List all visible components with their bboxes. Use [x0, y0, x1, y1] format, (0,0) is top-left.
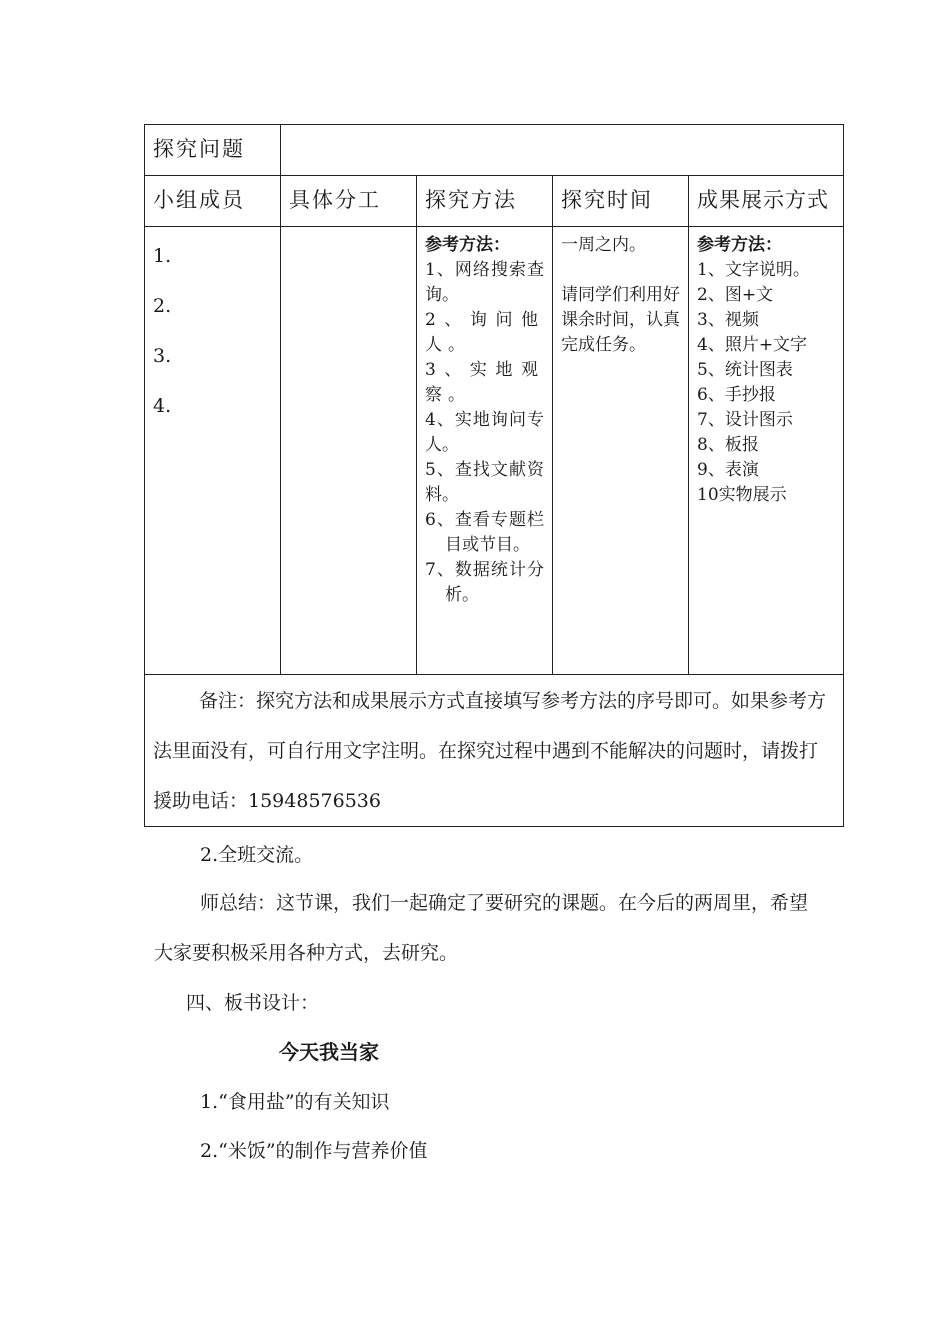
title-label-cell [145, 125, 281, 176]
result-item: 3、视频 [697, 310, 759, 330]
inquiry-table [144, 124, 844, 827]
board-title: 今天我当家 [279, 1040, 379, 1064]
result-item: 5、统计图表 [697, 360, 793, 380]
members-cell [145, 227, 281, 675]
title-row [145, 125, 844, 176]
header-cell [553, 176, 689, 227]
method-item: 3、实地观察。 [425, 360, 544, 405]
content-row [145, 227, 844, 675]
method-item: 1、网络搜索查询。 [425, 260, 544, 305]
header-time: 探究时间 [561, 188, 653, 212]
result-item: 2、图+文 [697, 285, 774, 305]
paragraph-class-exchange: 2.全班交流。 [200, 844, 314, 866]
method-item: 7、数据统计分析。 [425, 560, 544, 605]
member-item: 4. [153, 395, 172, 417]
method-item: 6、查看专题栏目或节目。 [425, 510, 544, 555]
method-item: 5、查找文献资料。 [425, 460, 544, 505]
header-members: 小组成员 [153, 188, 245, 212]
board-item: 1.“食用盐”的有关知识 [200, 1091, 390, 1113]
header-cell [281, 176, 417, 227]
result-item: 1、文字说明。 [697, 260, 810, 280]
note-row [145, 675, 844, 827]
member-item: 2. [153, 295, 172, 317]
note-text: 备注：探究方法和成果展示方式直接填写参考方法的序号即可。如果参考方法里面没有，可自行用文字注明。在探究过程中遇到不能解决的问题时，请拨打援助电话：15948576536 [153, 690, 827, 812]
result-item: 7、设计图示 [697, 410, 793, 430]
header-row [145, 176, 844, 227]
methods-cell [417, 227, 553, 675]
division-cell [281, 227, 417, 675]
paragraph-teacher-summary: 师总结：这节课，我们一起确定了要研究的课题。在今后的两周里，希望大家要积极采用各种方式，去研究。 [154, 892, 809, 964]
time-line-1: 一周之内。 [561, 235, 646, 255]
result-item: 4、照片+文字 [697, 335, 808, 355]
header-methods: 探究方法 [425, 188, 517, 212]
member-item: 3. [153, 345, 172, 367]
method-item: 4、实地询问专人。 [425, 410, 544, 455]
results-cell [689, 227, 844, 675]
header-cell [689, 176, 844, 227]
board-item: 2.“米饭”的制作与营养价值 [200, 1140, 428, 1162]
result-item: 10实物展示 [697, 485, 787, 505]
method-item: 2、询问他人。 [425, 310, 544, 355]
note-cell [145, 675, 844, 827]
time-line-2: 请同学们利用好课余时间，认真完成任务。 [561, 285, 680, 355]
title-value-cell [281, 125, 844, 176]
header-division: 具体分工 [289, 188, 381, 212]
result-item: 8、板报 [697, 435, 759, 455]
results-heading: 参考方法： [697, 235, 782, 255]
time-cell [553, 227, 689, 675]
header-results: 成果展示方式 [697, 188, 829, 212]
methods-heading: 参考方法： [425, 235, 510, 255]
header-cell [417, 176, 553, 227]
member-item: 1. [153, 245, 172, 267]
section-heading-board-design: 四、板书设计： [186, 992, 320, 1014]
result-item: 9、表演 [697, 460, 759, 480]
header-cell [145, 176, 281, 227]
result-item: 6、手抄报 [697, 385, 776, 405]
title-label: 探究问题 [153, 137, 245, 161]
